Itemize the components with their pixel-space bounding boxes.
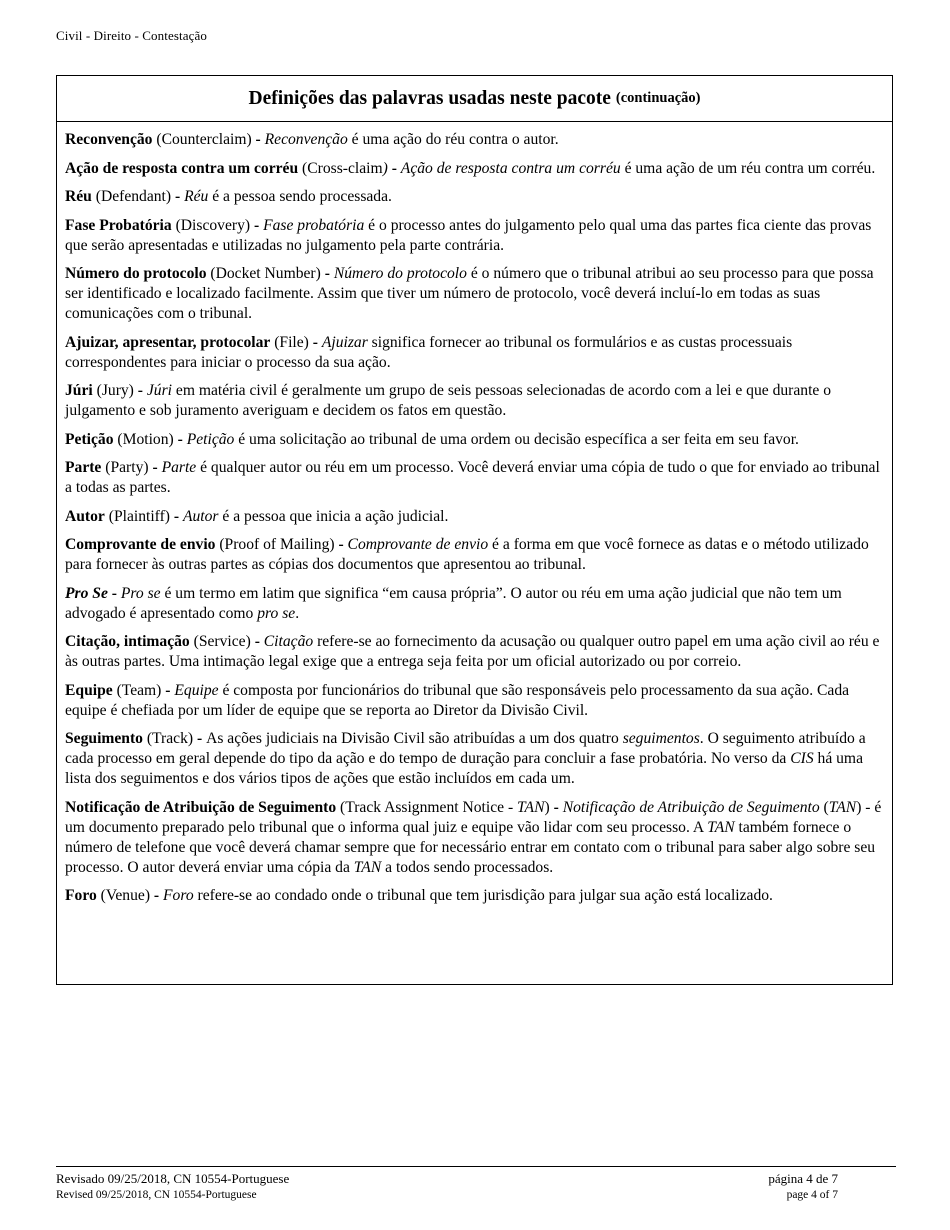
definition-english: (Venue): [96, 887, 154, 904]
definition-english-close: ): [382, 159, 388, 177]
definition-text: é o número que o tribunal atribui ao seu processo para que possa ser identificado e localizado facilmente. Assim que tiver um número de protocolo, você deverá incluí-lo em todas as suas comunicações com o tribunal.: [65, 265, 874, 322]
definition-text: ) - é um documento preparado pelo tribunal que o informa qual juiz e equipe vão lidar com seu processo. A: [65, 798, 882, 836]
definition-text: refere-se ao fornecimento da acusação ou qualquer outro papel em uma ação civil ao réu e às outras partes. Uma intimação legal exige que a entrega seja feita por um oficial autorizado ou por correio.: [65, 633, 880, 670]
definition-dash: -: [338, 536, 348, 553]
definition-term: Notificação de Atribuição de Seguimento: [65, 798, 337, 816]
definition-text: é uma solicitação ao tribunal de uma ordem ou decisão específica a ser feita em seu favor.: [234, 430, 799, 448]
definition-english: (Track): [142, 730, 197, 747]
definition-term: Citação, intimação: [65, 633, 190, 650]
definition-english: (File): [270, 333, 313, 351]
definition-text: é um termo em latim que significa “em causa própria”. O autor ou réu em uma ação judicial que não tem um advogado é apresentado como: [65, 584, 842, 622]
definitions-list: [57, 122, 892, 906]
definition-term-italic: Petição: [186, 430, 235, 448]
footer-revision: [56, 1171, 289, 1203]
running-head: Civil - Direito - Contestação: [56, 28, 207, 43]
definition-dash: -: [324, 265, 334, 282]
definition-term: Fase Probatória: [65, 216, 172, 234]
definition-term: Foro: [65, 887, 97, 904]
definition-citacao: [65, 632, 884, 672]
definition-dash: -: [153, 887, 164, 904]
definition-text: é a pessoa sendo processada.: [208, 188, 392, 205]
definition-term-italic: Ajuizar: [321, 333, 368, 351]
definition-text: é a forma em que você fornece as datas e o método utilizado para fornecer às outras partes as cópias dos documentos que apresentou ao tribunal.: [65, 536, 869, 573]
definition-dash: -: [177, 430, 187, 448]
definition-peticao: [65, 430, 884, 450]
footer-revision-en: Revised 09/25/2018, CN 10554-Portuguese: [56, 1189, 257, 1201]
definition-text: significa fornecer ao tribunal os formulários e as custas processuais correspondentes para iniciar o processo da sua ação.: [65, 333, 793, 371]
definition-term-italic: Foro: [163, 887, 194, 904]
definition-text-italic: TAN: [353, 858, 382, 876]
definition-english: (Team): [112, 681, 166, 699]
definition-term-italic: Pro se: [120, 584, 161, 602]
definition-english: (Jury): [92, 382, 138, 399]
definition-foro: [65, 886, 884, 906]
definition-term: Comprovante de envio: [65, 536, 216, 553]
definition-term: Parte: [65, 459, 102, 476]
definition-english: (Discovery): [171, 216, 254, 234]
definition-text-italic: TAN: [828, 798, 857, 816]
definition-dash: -: [255, 131, 265, 148]
definition-term-italic: Réu: [184, 188, 209, 205]
definition-text: é uma ação do réu contra o autor.: [347, 131, 559, 148]
definition-cross-claim: [65, 159, 884, 179]
definition-english: (Service): [189, 633, 255, 650]
definition-term-italic: Autor: [182, 507, 219, 525]
definition-english-italic: TAN: [517, 798, 545, 816]
definition-english: (Docket Number): [206, 265, 325, 282]
definition-pro-se: [65, 584, 884, 624]
definition-text: refere-se ao condado onde o tribunal que tem jurisdição para julgar sua ação está localizado.: [193, 887, 773, 904]
definition-ajuizar: [65, 333, 884, 373]
definition-term: Júri: [65, 382, 93, 399]
definitions-box: [56, 75, 893, 985]
definition-dash: -: [137, 382, 147, 399]
definition-text: é a pessoa que inicia a ação judicial.: [218, 507, 449, 525]
definition-juri: [65, 381, 884, 421]
definition-text-italic: seguimentos: [622, 730, 700, 747]
definition-term: Equipe: [65, 681, 113, 699]
box-title-suffix: (continuação): [615, 90, 701, 106]
box-title: Definições das palavras usadas neste pacote: [248, 87, 611, 109]
footer-page-pt: página 4 de 7: [768, 1171, 838, 1186]
definition-term-italic: Comprovante de envio: [347, 536, 489, 553]
definition-term-italic: Citação: [263, 633, 314, 650]
footer-divider: [56, 1166, 896, 1167]
definition-seguimento: [65, 729, 884, 789]
definition-equipe: [65, 681, 884, 721]
definition-text: (: [819, 798, 829, 816]
definition-english: (Counterclaim): [152, 131, 256, 148]
footer-revision-pt: Revisado 09/25/2018, CN 10554-Portuguese: [56, 1171, 290, 1186]
definition-term-italic: Ação de resposta contra um corréu: [400, 159, 621, 177]
definition-english: (Plaintiff): [104, 507, 174, 525]
definition-text: é composta por funcionários do tribunal que são responsáveis pelo processamento da sua ação. Cada equipe é chefiada por um líder de equipe que se reporta ao Diretor da Divisão Civil.: [65, 681, 850, 719]
definition-english: (Proof of Mailing): [215, 536, 339, 553]
definition-reu: [65, 187, 884, 207]
definition-english: (Cross-claim: [298, 159, 383, 177]
definition-text-italic: pro se: [257, 604, 296, 622]
definition-term-italic: Equipe: [174, 681, 219, 699]
definition-term: Pro Se: [65, 584, 108, 602]
definition-term: Ação de resposta contra um corréu: [65, 159, 299, 177]
definition-text-end: a todos sendo processados.: [381, 858, 554, 876]
definition-parte: [65, 458, 884, 498]
definition-term: Número do protocolo: [65, 265, 207, 282]
definition-numero-protocolo: [65, 264, 884, 324]
definition-fase-probatoria: [65, 216, 884, 256]
definition-english: (Track Assignment Notice -: [336, 798, 518, 816]
definition-dash: -: [312, 333, 322, 351]
definition-reconvencao: [65, 130, 884, 150]
definition-dash: -: [196, 730, 207, 747]
definition-text: é o processo antes do julgamento pelo qual uma das partes fica ciente das provas que serão apresentadas e utilizadas no julgamento pela parte contrária.: [65, 216, 872, 254]
definition-dash: -: [173, 507, 183, 525]
definition-english: (Party): [101, 459, 153, 476]
definition-dash: -: [165, 681, 175, 699]
definition-dash: -: [152, 459, 162, 476]
definition-tan: [65, 798, 884, 878]
definition-dash: -: [253, 216, 264, 234]
definition-text-italic: TAN: [707, 818, 735, 836]
definition-term: Seguimento: [65, 730, 143, 747]
definition-text: em matéria civil é geralmente um grupo de seis pessoas selecionadas de acordo com a lei e que durante o julgamento e sob juramento averiguam e decidem os fatos em questão.: [65, 382, 832, 419]
definition-text: também fornece o número de telefone que você deverá chamar sempre que for necessário entrar em contato com o tribunal para saber algo sobre seu processo. O autor deverá enviar uma cópia da: [65, 818, 876, 876]
definition-english: (Motion): [113, 430, 178, 448]
definition-dash: -: [553, 798, 563, 816]
definition-dash: -: [107, 584, 121, 602]
definition-text: é uma ação de um réu contra um corréu.: [620, 159, 876, 177]
definition-term: Petição: [65, 430, 114, 448]
definition-term-italic: Júri: [146, 382, 172, 399]
definition-text: As ações judiciais na Divisão Civil são atribuídas a um dos quatro: [206, 730, 623, 747]
definition-term-italic: Notificação de Atribuição de Seguimento: [562, 798, 820, 816]
footer-page-number: [768, 1171, 838, 1203]
definition-text: é qualquer autor ou réu em um processo. Você deverá enviar uma cópia de tudo o que for enviado ao tribunal a todas as partes.: [65, 459, 880, 496]
definition-text-italic: CIS: [790, 750, 814, 767]
box-header: [57, 76, 892, 122]
definition-term-italic: Parte: [161, 459, 197, 476]
definition-term: Reconvenção: [65, 131, 153, 148]
definition-autor: [65, 507, 884, 527]
definition-comprovante-envio: [65, 535, 884, 575]
definition-text: . O seguimento atribuído a cada processo em geral depende do tipo da ação e do tempo de duração para concluir a fase probatória. No verso da: [65, 730, 866, 767]
definition-dash: -: [254, 633, 264, 650]
definition-english: (Defendant): [91, 188, 175, 205]
footer-page-en: page 4 of 7: [786, 1189, 838, 1201]
definition-term-italic: Reconvenção: [264, 131, 348, 148]
definition-text-end: há uma lista dos seguimentos e dos vários tipos de ações que estão incluídos em cada um.: [65, 750, 863, 787]
definition-dash: -: [174, 188, 185, 205]
definition-term: Autor: [65, 507, 105, 525]
definition-dash: -: [387, 159, 401, 177]
definition-term: Réu: [65, 188, 92, 205]
definition-term: Ajuizar, apresentar, protocolar: [65, 333, 271, 351]
definition-term-italic: Fase probatória: [263, 216, 365, 234]
definition-text-end: .: [295, 604, 300, 622]
definition-english-end: ): [544, 798, 554, 816]
definition-term-italic: Número do protocolo: [333, 265, 467, 282]
